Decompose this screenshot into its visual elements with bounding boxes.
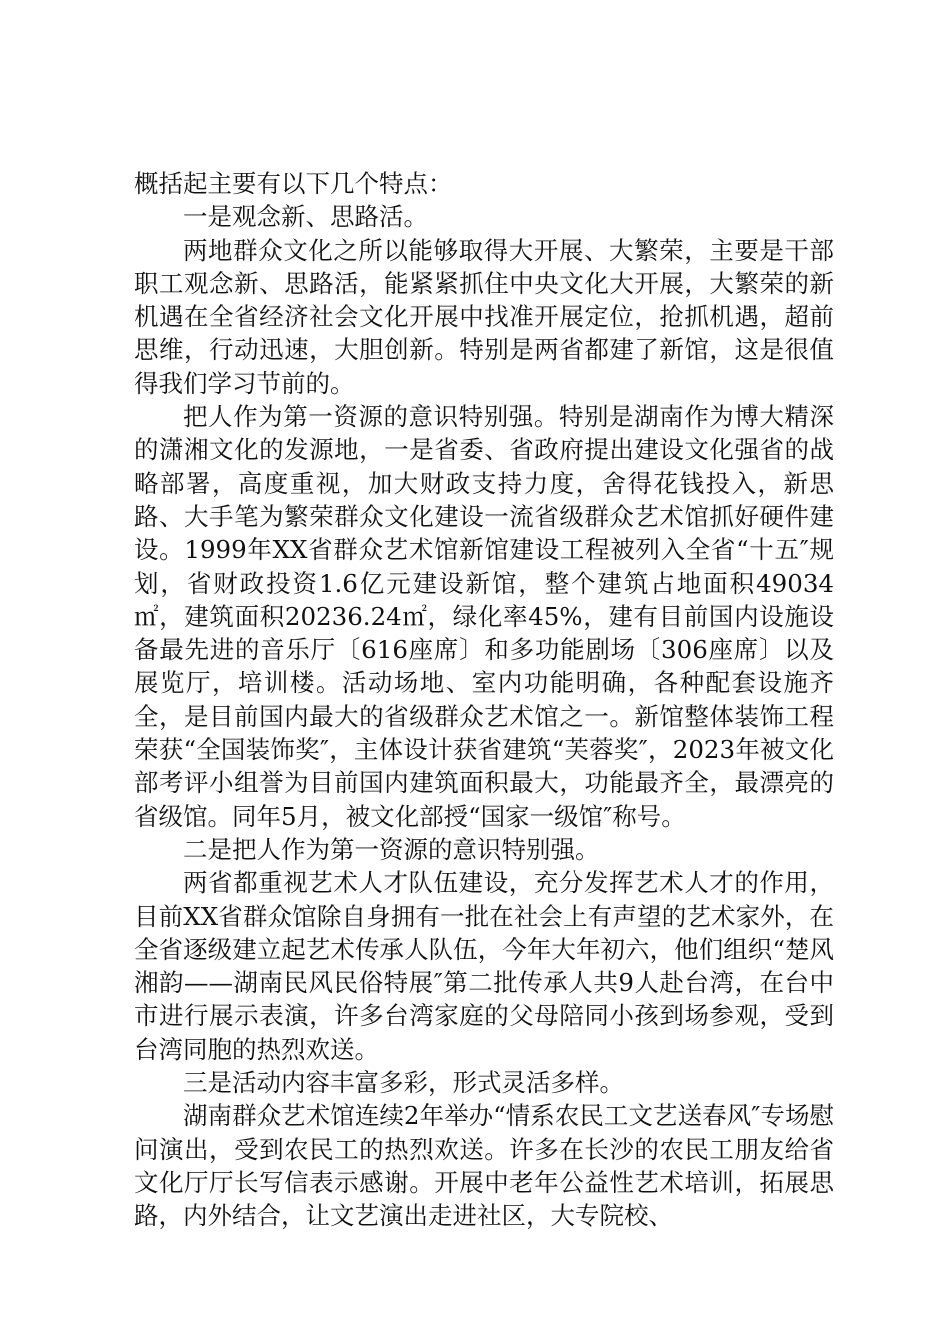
paragraph-point-three: 湖南群众艺术馆连续2年举办“情系农民工文艺送春风″专场慰问演出，受到农民工的热烈欢送。许多在长沙的农民工朋友给省文化厅厅长写信表示感谢。开展中老年公益性艺术培训，拓展思路，内外结合，让文艺演出走进社区，大专院校、 bbox=[134, 1101, 834, 1231]
paragraph-point-one: 两地群众文化之所以能够取得大开展、大繁荣，主要是干部职工观念新、思路活，能紧紧抓住中央文化大开展，大繁荣的新机遇在全省经济社会文化开展中找准开展定位，抢抓机遇，超前思维，行动迅速，大胆创新。特别是两省都建了新馆，这是很值得我们学习节前的。 bbox=[134, 235, 834, 398]
document-body bbox=[134, 167, 834, 1233]
paragraph-intro: 概括起主要有以下几个特点： bbox=[134, 169, 453, 198]
heading-point-three: 三是活动内容丰富多彩，形式灵活多样。 bbox=[183, 1068, 624, 1098]
heading-point-two: 二是把人作为第一资源的意识特别强。 bbox=[183, 834, 600, 864]
paragraph-point-two: 两省都重视艺术人才队伍建设，充分发挥艺术人才的作用，目前XX省群众馆除自身拥有一批在社会上有声望的艺术家外，在全省逐级建立起艺术传承人队伍，今年大年初六，他们组织“楚风湘韵——湖南民风民俗特展″第二批传承人共9人赴台湾，在台中市进行展示表演，许多台湾家庭的父母陪同小孩到场参观，受到台湾同胞的热烈欢送。 bbox=[134, 868, 834, 1064]
paragraph-hunan-facilities: 把人作为第一资源的意识特别强。特别是湖南作为博大精深的潇湘文化的发源地，一是省委、省政府提出建设文化强省的战略部署，高度重视，加大财政支持力度，舍得花钱投入，新思路、大手笔为繁荣群众文化建设一流省级群众艺术馆抓好硬件建设。1999年XX省群众艺术馆新馆建设工程被列入全省“十五″规划，省财政投资1.6亿元建设新馆，整个建筑占地面积49034㎡，建筑面积20236.24㎡，绿化率45%，建有目前国内设施设备最先进的音乐厅〔616座席〕和多功能剧场〔306座席〕以及展览厅，培训楼。活动场地、室内功能明确，各种配套设施齐全，是目前国内最大的省级群众艺术馆之一。新馆整体装饰工程荣获“全国装饰奖″，主体设计获省建筑“芙蓉奖″，2023年被文化部考评小组誉为目前国内建筑面积最大，功能最齐全，最漂亮的省级馆。同年5月，被文化部授“国家一级馆″称号。 bbox=[134, 402, 834, 831]
heading-point-one: 一是观念新、思路活。 bbox=[183, 202, 428, 232]
